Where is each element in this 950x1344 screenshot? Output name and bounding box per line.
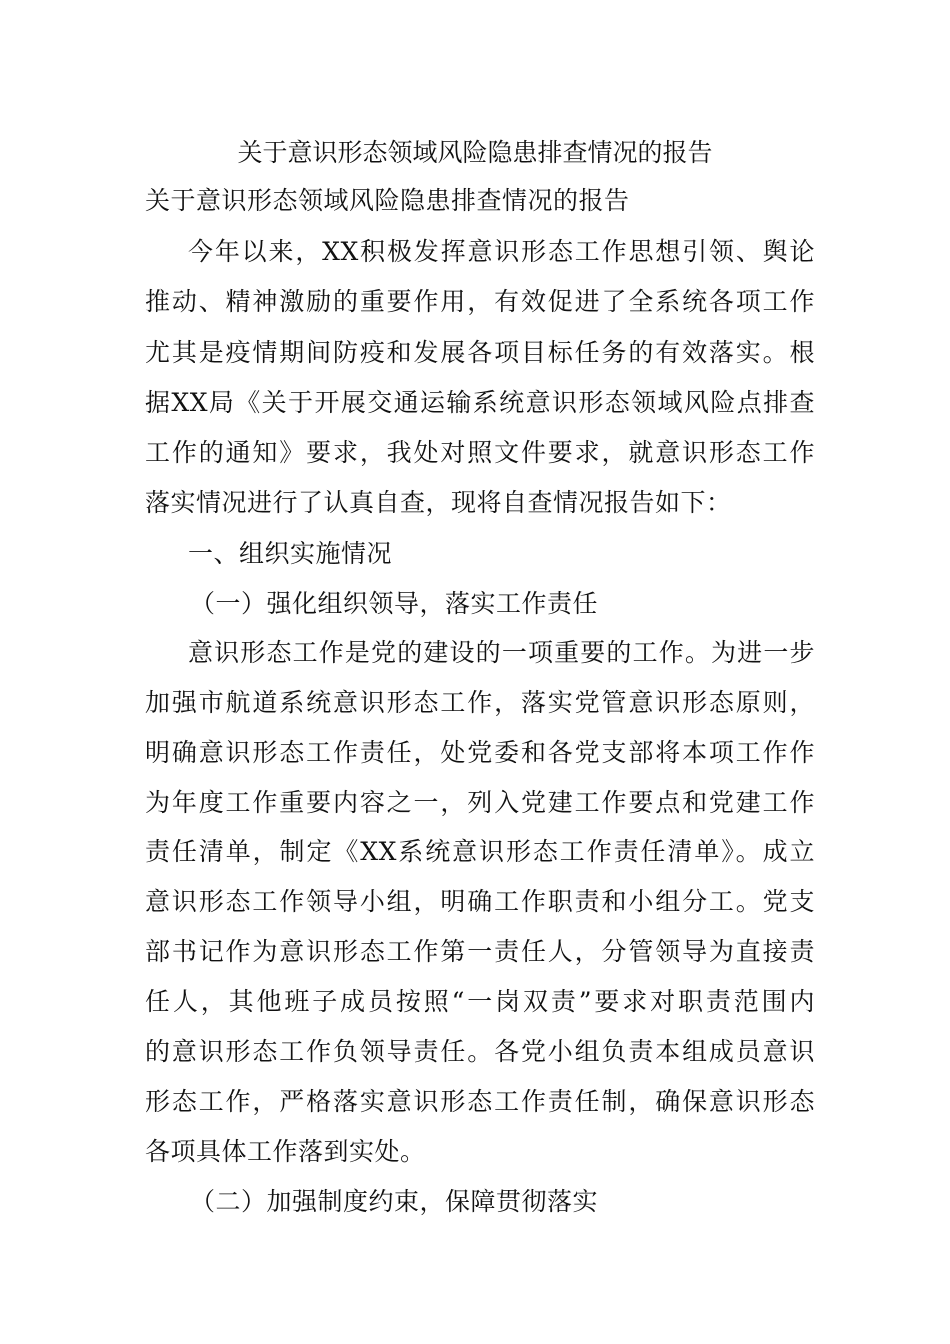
paragraph-line: 责任清单，制定《XX系统意识形态工作责任清单》。成立 [145, 837, 815, 866]
paragraph-line: 推动、精神激励的重要作用，有效促进了全系统各项工作 [145, 287, 815, 316]
document-subtitle: 关于意识形态领域风险隐患排查情况的报告 [145, 186, 630, 215]
paragraph-line: 尤其是疫情期间防疫和发展各项目标任务的有效落实。根 [145, 338, 815, 367]
document-title: 关于意识形态领域风险隐患排查情况的报告 [237, 138, 713, 167]
paragraph-line: 为年度工作重要内容之一，列入党建工作要点和党建工作 [145, 788, 815, 817]
paragraph-line: 的意识形态工作负领导责任。各党小组负责本组成员意识 [145, 1037, 815, 1066]
paragraph-line: 据XX局《关于开展交通运输系统意识形态领域风险点排查 [145, 388, 815, 417]
paragraph-line: 任人，其他班子成员按照“一岗双责”要求对职责范围内 [145, 987, 815, 1016]
paragraph-line: 加强市航道系统意识形态工作，落实党管意识形态原则， [145, 688, 815, 717]
paragraph-line: 各项具体工作落到实处。 [145, 1137, 426, 1166]
paragraph-line: 明确意识形态工作责任，处党委和各党支部将本项工作作 [145, 738, 815, 767]
paragraph-line: 形态工作，严格落实意识形态工作责任制，确保意识形态 [145, 1087, 815, 1116]
paragraph-line: 意识形态工作是党的建设的一项重要的工作。为进一步 [188, 638, 815, 667]
paragraph-line: 落实情况进行了认真自查，现将自查情况报告如下： [145, 488, 732, 517]
paragraph-line: 意识形态工作领导小组，明确工作职责和小组分工。党支 [145, 887, 815, 916]
paragraph-line: 今年以来，XX积极发挥意识形态工作思想引领、舆论 [188, 237, 815, 266]
subsection-heading: （一）强化组织领导，落实工作责任 [190, 589, 599, 618]
section-heading: 一、组织实施情况 [188, 539, 393, 568]
paragraph-line: 部书记作为意识形态工作第一责任人，分管领导为直接责 [145, 937, 815, 966]
paragraph-line: 工作的通知》要求，我处对照文件要求，就意识形态工作 [145, 438, 815, 467]
subsection-heading: （二）加强制度约束，保障贯彻落实 [190, 1187, 599, 1216]
